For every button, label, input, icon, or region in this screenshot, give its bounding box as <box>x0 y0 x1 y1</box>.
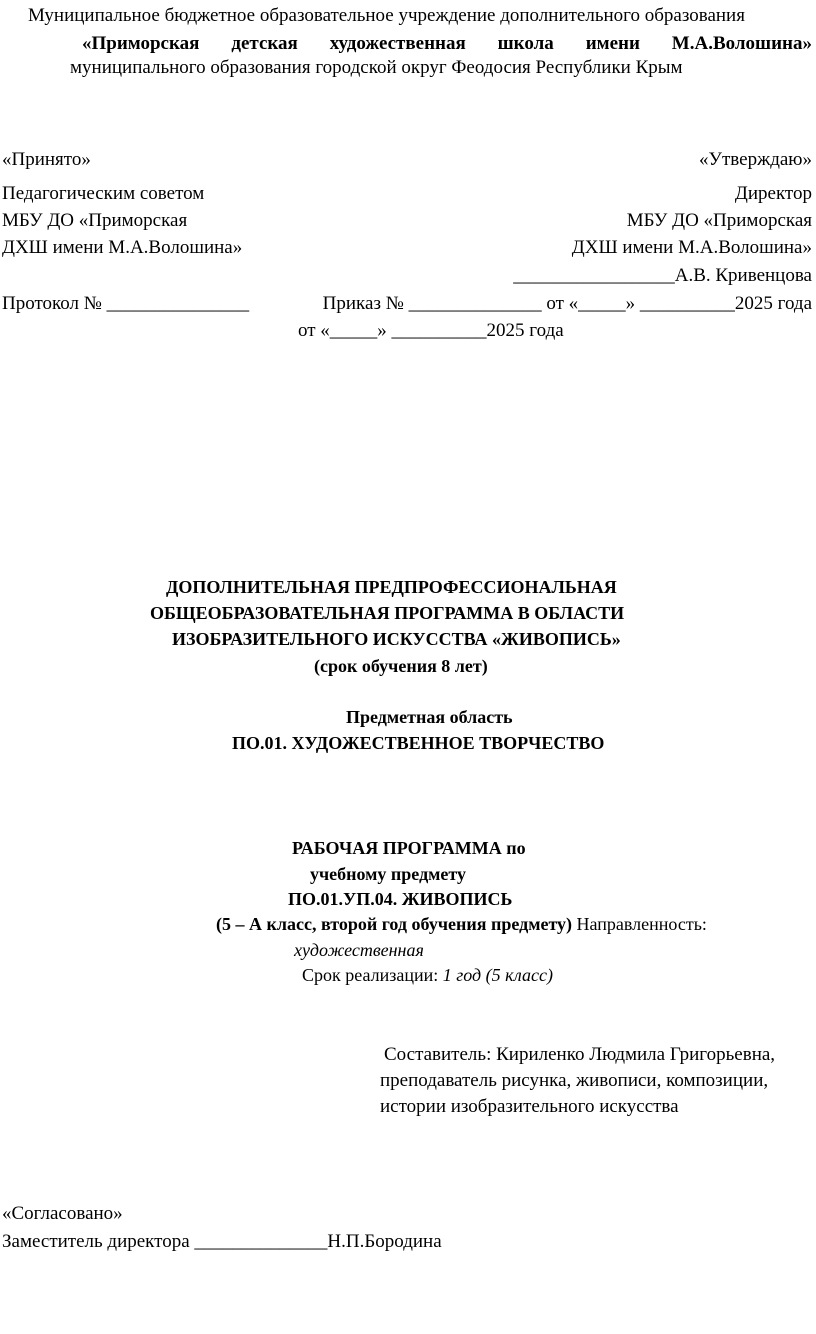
direction-label: Направленность: <box>572 914 707 934</box>
deputy-director-line: Заместитель директора ______________Н.П.Бородина <box>2 1231 442 1252</box>
institution-word: «Приморская <box>82 33 200 54</box>
term-line <box>302 966 553 986</box>
institution-line-1: Муниципальное бюджетное образовательное учреждение дополнительного образования <box>28 5 745 26</box>
program-title-2: ОБЩЕОБРАЗОВАТЕЛЬНАЯ ПРОГРАММА В ОБЛАСТИ <box>150 603 625 623</box>
approved-line-3: ДХШ имени М.А.Волошина» <box>571 237 812 258</box>
accepted-line-1: Педагогическим советом <box>2 183 205 204</box>
order-date: от «_____» __________2025 года <box>298 320 564 341</box>
term-label: Срок реализации: <box>302 965 443 985</box>
institution-word: детская <box>231 33 298 54</box>
agreed-title: «Согласовано» <box>2 1203 123 1224</box>
protocol-line: Протокол № _______________ <box>2 293 250 314</box>
work-program-subject: ПО.01.УП.04. ЖИВОПИСЬ <box>288 889 513 909</box>
institution-word: художественная <box>329 33 466 54</box>
accepted-line-3: ДХШ имени М.А.Волошина» <box>2 237 243 258</box>
work-program-subtitle: учебному предмету <box>310 864 467 884</box>
term-value: 1 год (5 класс) <box>442 965 553 985</box>
program-title-3: ИЗОБРАЗИТЕЛЬНОГО ИСКУССТВА «ЖИВОПИСЬ» <box>172 629 621 649</box>
institution-word: имени <box>585 33 640 54</box>
approved-title: «Утверждаю» <box>699 149 812 170</box>
author-line-2: преподаватель рисунка, живописи, композиции, <box>380 1070 769 1091</box>
accepted-title: «Принято» <box>2 149 91 170</box>
institution-word: М.А.Волошина» <box>671 33 812 54</box>
program-duration: (срок обучения 8 лет) <box>314 656 488 676</box>
institution-line-3: муниципального образования городской округ Феодосия Республики Крым <box>70 57 683 78</box>
program-title-1: ДОПОЛНИТЕЛЬНАЯ ПРЕДПРОФЕССИОНАЛЬНАЯ <box>166 577 617 597</box>
subject-area-label: Предметная область <box>346 707 513 727</box>
work-program-title: РАБОЧАЯ ПРОГРАММА по <box>292 838 526 858</box>
director-signature: _________________А.В. Кривенцова <box>513 265 812 286</box>
direction-value: художественная <box>294 940 424 960</box>
class-direction-line <box>216 915 707 935</box>
author-line-3: истории изобразительного искусства <box>380 1096 679 1117</box>
accepted-line-2: МБУ ДО «Приморская <box>2 210 188 231</box>
author-line-1: Составитель: Кириленко Людмила Григорьевна, <box>384 1044 776 1065</box>
class-info: (5 – А класс, второй год обучения предмету) <box>216 914 573 934</box>
approved-line-1: Директор <box>734 183 812 204</box>
subject-area: ПО.01. ХУДОЖЕСТВЕННОЕ ТВОРЧЕСТВО <box>232 733 605 753</box>
institution-name <box>82 33 812 55</box>
approved-line-2: МБУ ДО «Приморская <box>626 210 812 231</box>
institution-word: школа <box>497 33 554 54</box>
order-line: Приказ № ______________ от «_____» __________2025 года <box>322 293 812 314</box>
